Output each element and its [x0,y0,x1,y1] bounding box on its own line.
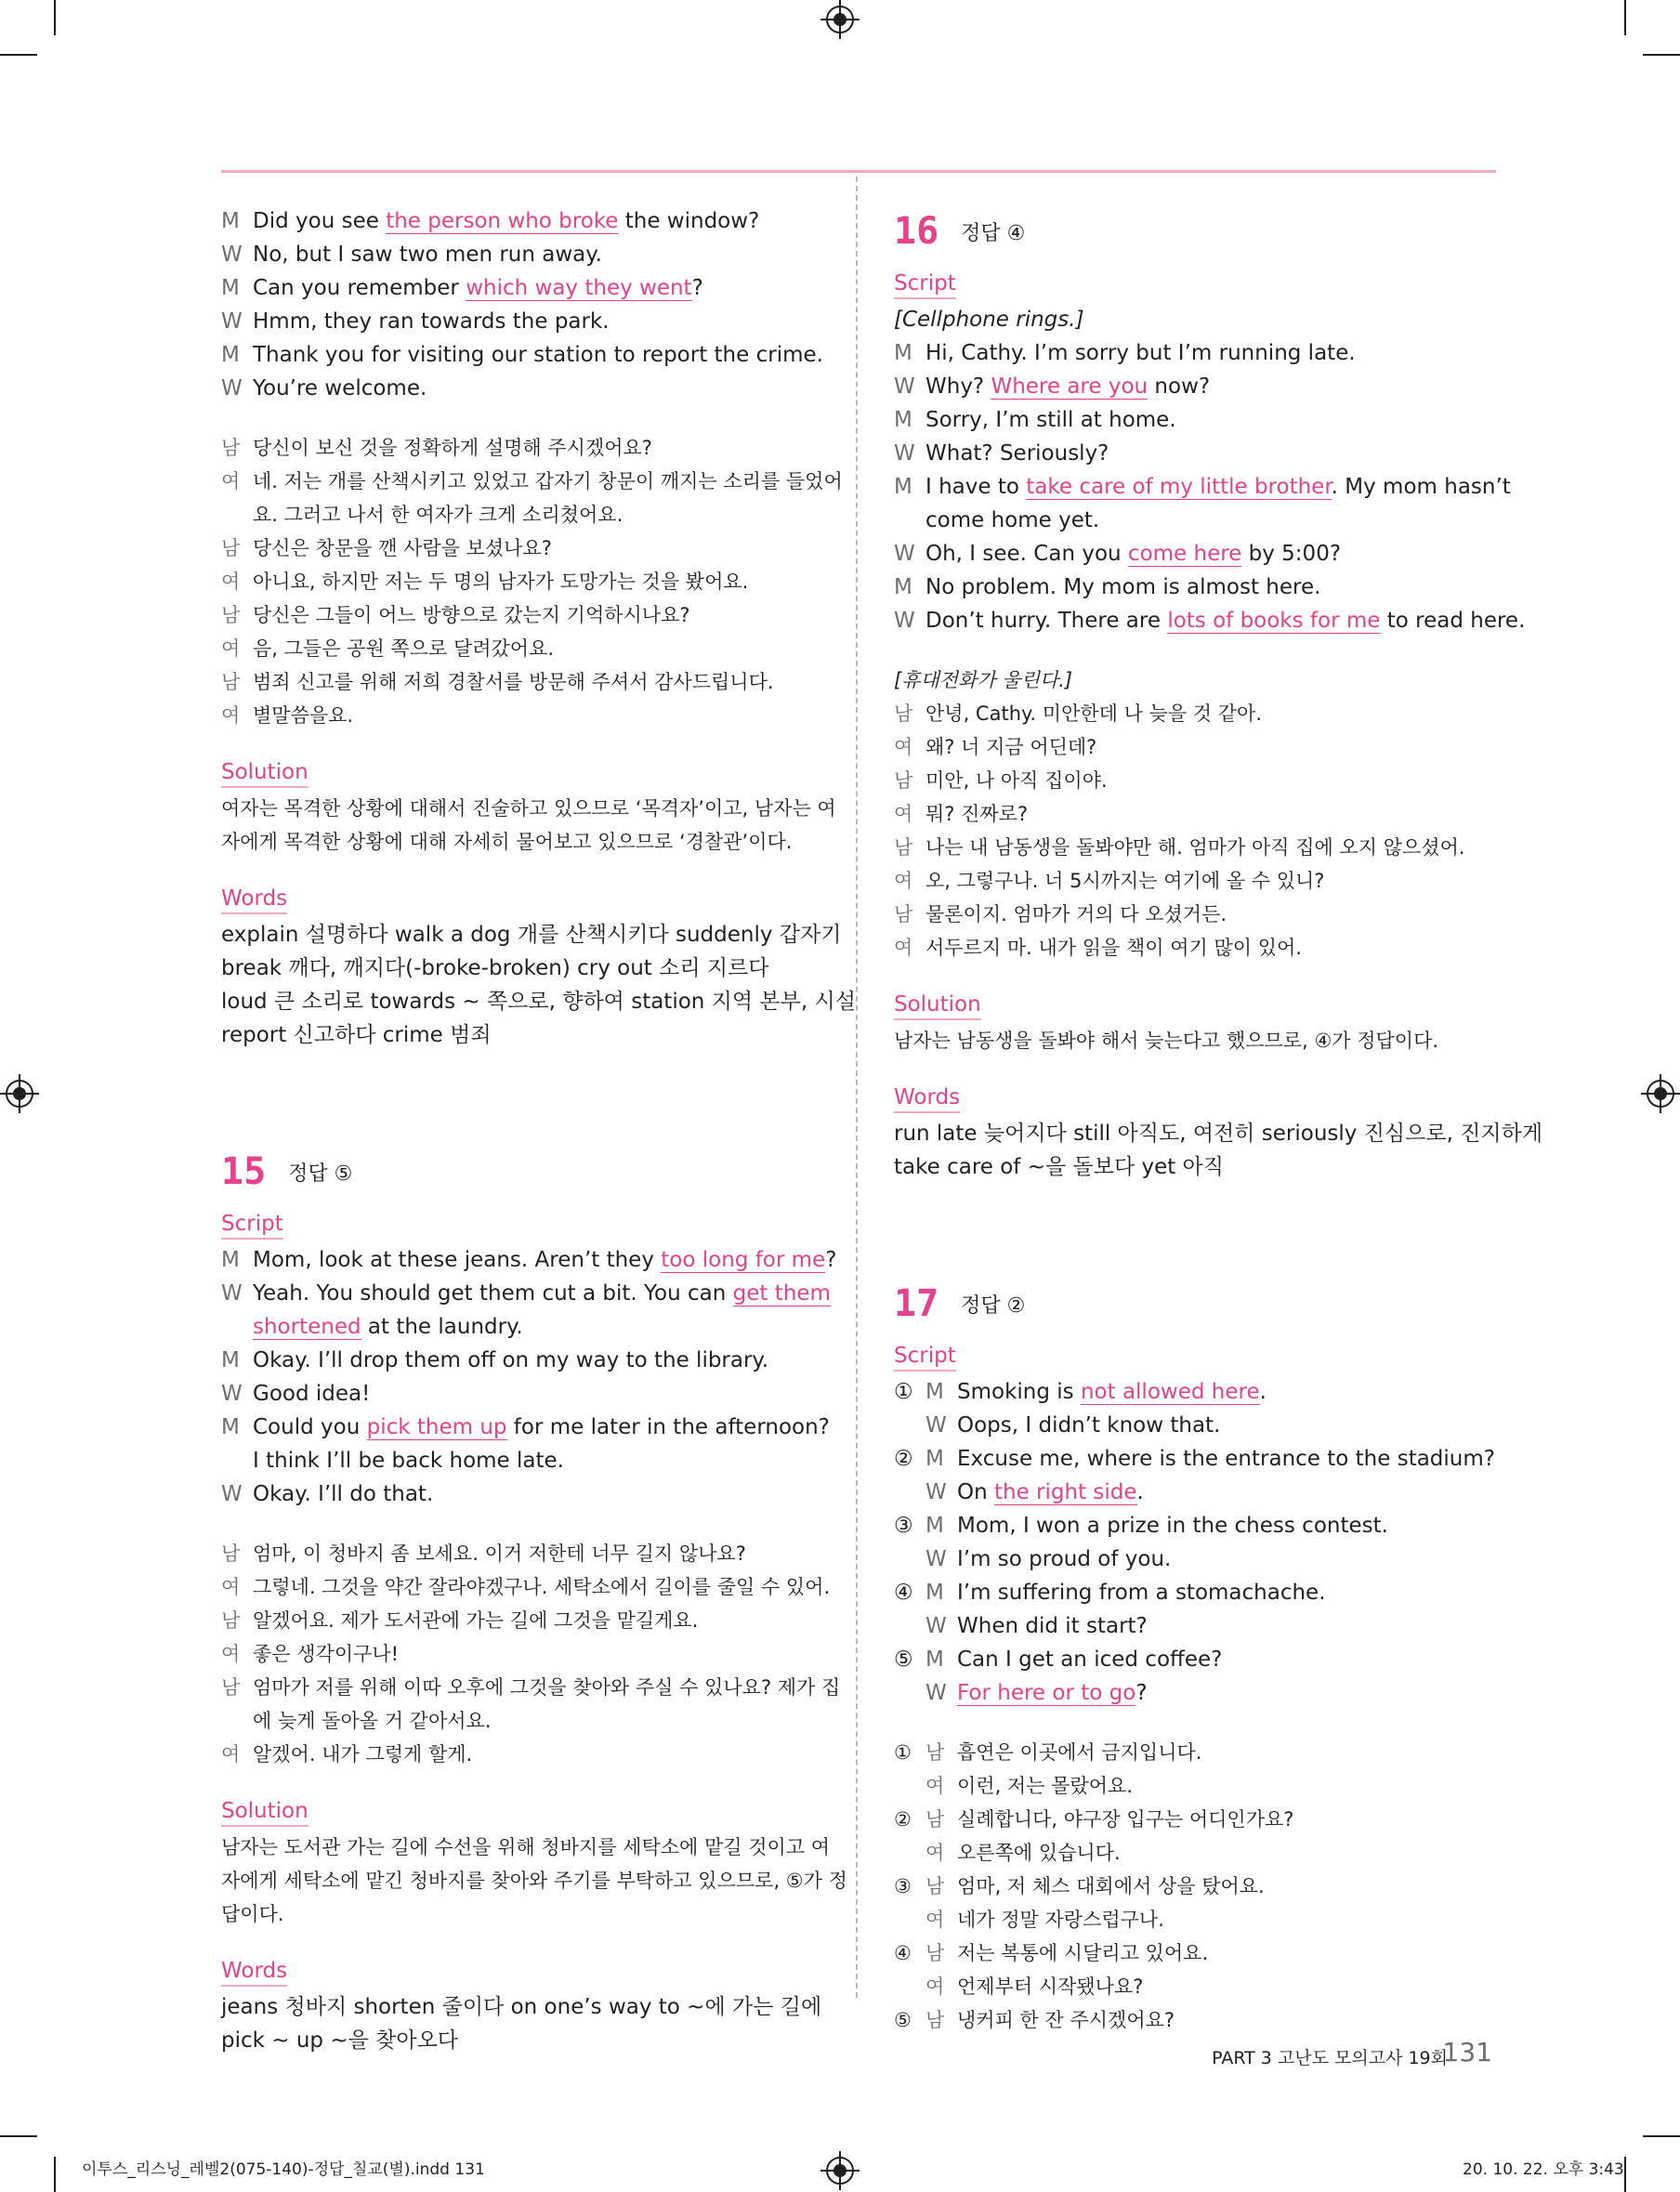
blank-answer: the person who broke [386,209,619,233]
text-segment: Yeah. You should get them cut a bit. You can [253,1281,733,1306]
option-number: ③ [894,1514,913,1538]
blank-answer: the right side [994,1480,1137,1504]
speaker-label: 여 [894,937,913,959]
translation-text: 이런, 저는 몰랐어요. [957,1775,1133,1797]
speaker-label: W [925,1547,947,1571]
text-segment: Don’t hurry. There are [925,609,1168,633]
blank-answer: shortened [253,1315,361,1339]
text-segment: I think I’ll be back home late. [253,1449,564,1473]
translation-line [221,632,825,665]
text-segment: On [957,1480,994,1504]
speaker-label: 여 [221,637,241,660]
option-line [894,1476,1498,1509]
translation-line [221,1671,841,1704]
dialogue-line [221,1243,837,1277]
blank-answer: take care of my little brother [1026,475,1332,499]
translation-line [894,1903,1498,1936]
speaker-label: 남 [221,437,241,459]
speaker-label: W [221,243,243,267]
translation-line [221,565,825,598]
speaker-label: W [221,1482,243,1506]
script-heading: Script [894,1342,956,1372]
text-segment: Could you [253,1415,367,1439]
blank-answer: not allowed here [1080,1380,1260,1404]
translation-text: 그렇네. 그것을 약간 잘라야겠구나. 세탁소에서 길이를 줄일 수 있어. [253,1576,831,1598]
speaker-label: W [925,1413,947,1437]
dialogue-line [894,604,1526,637]
words-q14 [221,918,856,1052]
blank-answer: Where are you [991,374,1148,399]
translation-line [221,699,825,732]
translation-text: 당신은 그들이 어느 방향으로 갔는지 기억하시나요? [253,604,690,626]
translation-text: 당신이 보신 것을 정확하게 설명해 주시겠어요? [253,437,652,459]
speaker-label: 여 [221,470,241,492]
text-segment: come home yet. [925,508,1100,532]
option-line [894,1643,1498,1676]
option-number: ④ [894,1581,913,1605]
scene-direction-korean: [휴대전화가 울린다.] [894,669,1073,691]
dialogue-line [221,1277,831,1310]
dialogue-line [221,1377,825,1411]
translation-line [894,797,1498,831]
text-line: take care of ~을 돌보다 yet 아직 [894,1155,1224,1179]
solution-heading: Solution [894,991,981,1020]
translation-text: 알겠어. 내가 그렇게 할게. [253,1743,473,1765]
text-line: 여자는 목격한 상황에 대해서 진술하고 있으므로 ‘목격자’이고, 남자는 여 [221,797,836,820]
right-column [894,204,1543,2037]
text-line: report 신고하다 crime 범죄 [221,1023,492,1047]
text-segment: for me later in the afternoon? [506,1415,830,1439]
words-q15 [221,1990,825,2057]
registration-mark-bottom-icon [826,2157,854,2185]
text-segment: Sorry, I’m still at home. [925,408,1176,432]
dialogue-q17-korean [894,1736,1498,2037]
words-heading: Words [894,1083,960,1113]
text-segment: ? [691,276,703,300]
dialogue-line [221,1477,825,1511]
speaker-label: M [894,575,912,599]
dialogue-line [221,305,825,338]
answer-label: 정답 ② [961,1293,1026,1318]
dialogue-q16-korean [894,697,1498,965]
speaker-label: 여 [925,1975,945,1998]
translation-text: 네. 저는 개를 산책시키고 있었고 갑자기 창문이 깨지는 소리를 들었어 [253,470,843,492]
dialogue-line [221,338,825,372]
text-line: 남자는 도서관 가는 길에 수선을 위해 청바지를 세탁소에 맡길 것이고 여 [221,1836,831,1858]
blank-answer: too long for me [661,1248,826,1272]
text-segment: Did you see [253,209,387,233]
translation-line [221,465,843,498]
dialogue-line [894,336,1498,370]
speaker-label: W [894,542,915,566]
text-line: pick ~ up ~을 찾아오다 [221,2028,459,2053]
text-segment: When did it start? [957,1614,1148,1638]
text-segment: . [1136,1480,1144,1504]
speaker-label: M [925,1447,944,1471]
translation-line [894,1736,1498,1769]
speaker-label: M [221,1415,240,1439]
speaker-label: W [221,1382,243,1406]
speaker-label: M [894,408,912,432]
translation-line [894,1836,1498,1870]
speaker-label: W [894,609,915,633]
option-number: ① [894,1741,912,1764]
registration-mark-left-icon [6,1080,33,1108]
blank-answer: lots of books for me [1167,609,1381,633]
question-number: 17 [894,1282,939,1325]
speaker-label: W [221,376,243,400]
translation-line [894,1870,1498,1903]
text-line: break 깨다, 깨지다(-broke-broken) cry out 소리 지르다 [221,956,769,980]
option-number: ⑤ [894,1647,913,1672]
slug-timestamp: 20. 10. 22. 오후 3:43 [1463,2160,1624,2179]
speaker-label: M [221,1348,240,1372]
crop-mark-bottom-left-v [54,2157,56,2192]
blank-answer: get them [732,1281,831,1306]
text-segment: . My mom hasn’t [1331,475,1511,499]
dialogue-q14-korean [221,431,843,732]
dialogue-line [894,437,1498,470]
text-line: run late 늦어지다 still 아직도, 여전히 seriously 진심으로, 진지하게 [894,1122,1543,1146]
speaker-label: W [925,1681,947,1705]
words-heading: Words [221,885,287,914]
translation-text: 알겠어요. 제가 도서관에 가는 길에 그것을 맡길게요. [253,1609,699,1632]
text-segment: by 5:00? [1241,542,1342,566]
speaker-label: M [221,1248,240,1272]
option-line [894,1676,1498,1710]
blank-answer: pick them up [366,1415,507,1439]
dialogue-line [221,271,825,305]
answer-label: 정답 ⑤ [288,1162,353,1186]
translation-text: 엄마, 저 체스 대회에서 상을 탔어요. [957,1875,1265,1897]
option-line [894,1542,1498,1576]
text-line: 자에게 세탁소에 맡긴 청바지를 찾아와 주기를 부탁하고 있으므로, ⑤가 정 [221,1870,847,1892]
speaker-label: 남 [925,1875,945,1897]
option-number: ⑤ [894,2009,912,2031]
text-segment: Oh, I see. Can you [925,542,1128,566]
solution-q15 [221,1831,847,1931]
text-segment: Mom, I won a prize in the chess contest. [957,1514,1388,1538]
dialogue-line [221,372,825,405]
solution-q16 [894,1024,1498,1057]
translation-line [894,2003,1498,2037]
blank-answer: For here or to go [957,1681,1136,1705]
speaker-label: 남 [221,1676,241,1699]
page-number: 131 [1442,2037,1492,2067]
translation-line [894,1803,1498,1836]
translation-text: 범죄 신고를 위해 저희 경찰서를 방문해 주셔서 감사드립니다. [253,671,774,693]
solution-heading: Solution [221,758,308,788]
translation-text: 당신은 창문을 깬 사람을 보셨나요? [253,537,552,559]
translation-text: 왜? 너 지금 어딘데? [925,736,1097,758]
translation-line [221,532,825,565]
slug-file-info: 이투스_리스닝_레벨2(075-140)-정답_칠교(별).indd 131 [82,2160,485,2179]
translation-line [221,598,825,632]
speaker-label: 여 [894,870,913,892]
dialogue-line [894,403,1498,437]
text-segment: No, but I saw two men run away. [253,243,602,267]
speaker-label: 여 [221,1576,241,1598]
text-line: 자에게 목격한 상황에 대해 자세히 물어보고 있으므로 ‘경찰관’이다. [221,831,793,853]
speaker-label: W [894,374,915,399]
speaker-label: 남 [925,2009,945,2031]
option-line [894,1609,1498,1643]
option-number: ③ [894,1875,912,1897]
translation-text: 냉커피 한 잔 주시겠어요? [957,2009,1175,2031]
speaker-label: 여 [925,1909,945,1931]
left-column [221,204,856,2057]
column-divider [856,177,858,1998]
question-17-header [894,1277,1498,1331]
text-segment: the window? [618,209,760,233]
text-segment: Okay. I’ll do that. [253,1482,434,1506]
text-segment: ? [1135,1681,1148,1705]
crop-mark-top-right-v [1624,0,1626,35]
text-segment: at the laundry. [361,1315,523,1339]
text-segment: No problem. My mom is almost here. [925,575,1321,599]
dialogue-line [221,1310,825,1344]
text-segment: Good idea! [253,1382,371,1406]
translation-text: 오른쪽에 있습니다. [957,1842,1121,1864]
registration-mark-right-icon [1647,1080,1674,1108]
translation-text: 아니요, 하지만 저는 두 명의 남자가 도망가는 것을 봤어요. [253,571,749,593]
speaker-label: 여 [221,704,241,727]
dialogue-line [221,238,825,271]
words-heading: Words [221,1957,287,1987]
translation-text: 뭐? 진짜로? [925,803,1029,825]
dialogue-q14-english [221,204,825,405]
translation-line [894,730,1498,764]
speaker-label: 남 [221,604,241,626]
speaker-label: M [894,475,912,499]
speaker-label: W [221,309,243,334]
text-segment: I have to [925,475,1027,499]
question-number: 15 [221,1150,267,1193]
speaker-label: 남 [894,836,913,859]
option-line [894,1442,1498,1476]
question-16-header [894,204,1498,258]
translation-line [894,831,1498,864]
question-15-header [221,1145,825,1199]
speaker-label: 남 [894,769,913,792]
translation-text: 별말씀을요. [253,704,354,727]
option-number: ② [894,1447,913,1471]
speaker-label: W [925,1480,947,1504]
translation-line [894,764,1498,797]
answer-label: 정답 ④ [961,221,1026,245]
translation-line [894,898,1498,931]
dialogue-line [894,470,1511,504]
translation-line [894,1970,1498,2003]
translation-line [894,931,1498,965]
text-segment: You’re welcome. [253,376,427,400]
registration-mark-top-icon [826,6,854,33]
speaker-label: M [925,1514,944,1538]
option-number: ④ [894,1942,912,1964]
words-q16 [894,1117,1543,1184]
translation-text: 네가 정말 자랑스럽구나. [957,1909,1164,1931]
speaker-label: 남 [221,671,241,693]
speaker-label: M [221,343,240,367]
speaker-label: 여 [894,803,913,825]
translation-line [221,1738,825,1771]
text-segment: Thank you for visiting our station to report the crime. [253,343,823,367]
speaker-label: 남 [925,1942,945,1964]
option-line [894,1409,1498,1442]
translation-text: 요. 그러고 나서 한 여자가 크게 소리쳤어요. [253,504,623,526]
dialogue-q15-english [221,1243,837,1511]
speaker-label: 남 [221,1542,241,1565]
speaker-label: W [221,1281,243,1306]
text-segment: Smoking is [957,1380,1081,1404]
translation-line [221,498,825,532]
text-line: 남자는 남동생을 돌봐야 해서 늦는다고 했으므로, ④가 정답이다. [894,1030,1439,1052]
text-segment: Excuse me, where is the entrance to the stadium? [957,1447,1495,1471]
crop-mark-bottom-right-h [1643,2135,1680,2137]
header-rule [221,170,1496,173]
dialogue-line [894,504,1498,537]
option-line [894,1509,1498,1542]
translation-text: 좋은 생각이구나! [253,1643,400,1665]
speaker-label: M [925,1581,944,1605]
translation-text: 서두르지 마. 내가 읽을 책이 여기 많이 있어. [925,937,1302,959]
text-line: 답이다. [221,1903,284,1925]
text-segment: What? Seriously? [925,441,1109,466]
dialogue-q16-english [894,336,1526,637]
solution-q14 [221,792,836,859]
speaker-label: 여 [894,736,913,758]
dialogue-q17-english [894,1375,1498,1710]
dialogue-line [221,1444,825,1477]
speaker-label: W [894,441,915,466]
solution-heading: Solution [221,1797,308,1827]
crop-mark-top-left-v [54,0,56,35]
speaker-label: M [925,1647,944,1672]
text-segment: Can you remember [253,276,466,300]
option-number: ② [894,1808,912,1831]
speaker-label: 남 [894,903,913,925]
speaker-label: 여 [221,1643,241,1665]
speaker-label: 여 [221,1743,241,1765]
translation-text: 에 늦게 돌아올 거 같아서요. [253,1710,492,1732]
option-number: ① [894,1380,913,1404]
crop-mark-bottom-left-h [0,2135,37,2137]
crop-mark-top-left-h [0,54,37,56]
translation-text: 엄마가 저를 위해 이따 오후에 그것을 찾아와 주실 수 있나요? 제가 집 [253,1676,841,1699]
translation-line [894,1769,1498,1803]
script-heading: Script [894,269,956,299]
translation-text: 엄마, 이 청바지 좀 보세요. 이거 저한테 너무 길지 않나요? [253,1542,746,1565]
translation-text: 음, 그들은 공원 쪽으로 달려갔어요. [253,637,555,660]
speaker-label: 여 [925,1842,945,1864]
translation-text: 흡연은 이곳에서 금지입니다. [957,1741,1202,1764]
translation-line [221,1704,825,1738]
text-line: explain 설명하다 walk a dog 개를 산책시키다 suddenly 갑자기 [221,923,842,947]
text-segment: Mom, look at these jeans. Aren’t they [253,1248,662,1272]
speaker-label: M [925,1380,944,1404]
translation-text: 오, 그렇구나. 너 5시까지는 여기에 올 수 있니? [925,870,1325,892]
speaker-label: 남 [221,1609,241,1632]
scene-direction: [Cellphone rings.] [894,308,1084,332]
text-segment: ? [825,1248,837,1272]
dialogue-line [894,370,1498,403]
translation-text: 나는 내 남동생을 돌봐야만 해. 엄마가 아직 집에 오지 않으셨어. [925,836,1465,859]
speaker-label: M [894,341,912,365]
speaker-label: 남 [925,1741,945,1764]
speaker-label: W [925,1614,947,1638]
footer-part-label: PART 3 고난도 모의고사 19회 [1212,2048,1448,2068]
translation-text: 실례합니다, 야구장 입구는 어디인가요? [957,1808,1294,1831]
speaker-label: 남 [221,537,241,559]
question-number: 16 [894,210,939,253]
dialogue-line [894,571,1498,604]
option-line [894,1576,1498,1609]
dialogue-line [894,537,1498,571]
translation-line [221,1604,825,1637]
translation-text: 미안, 나 아직 집이야. [925,769,1108,792]
text-segment: Hmm, they ran towards the park. [253,309,610,334]
translation-line [221,1537,825,1570]
dialogue-line [221,1344,825,1377]
translation-line [221,431,825,465]
text-segment: now? [1148,374,1211,399]
text-line: jeans 청바지 shorten 줄이다 on one’s way to ~에 가는 길에 [221,1995,822,2019]
dialogue-line [221,1411,830,1444]
translation-text: 안녕, Cathy. 미안한데 나 늦을 것 같아. [925,702,1263,725]
translation-line [894,864,1498,898]
text-segment: Okay. I’ll drop them off on my way to the library. [253,1348,769,1372]
text-segment: I’m so proud of you. [957,1547,1172,1571]
dialogue-line [221,204,825,238]
speaker-label: M [221,209,240,233]
translation-line [221,1570,831,1604]
text-segment: I’m suffering from a stomachache. [957,1581,1326,1605]
speaker-label: 남 [925,1808,945,1831]
crop-mark-top-right-h [1643,54,1680,56]
dialogue-q15-korean [221,1537,841,1771]
text-segment: to read here. [1380,609,1526,633]
translation-text: 언제부터 시작됐나요? [957,1975,1144,1998]
blank-answer: which way they went [466,276,692,300]
speaker-label: 여 [925,1775,945,1797]
text-segment: Oops, I didn’t know that. [957,1413,1221,1437]
speaker-label: 여 [221,571,241,593]
translation-line [221,1637,825,1671]
speaker-label: M [221,276,240,300]
translation-text: 물론이지. 엄마가 거의 다 오셨거든. [925,903,1227,925]
text-segment: Can I get an iced coffee? [957,1647,1223,1672]
translation-line [894,1936,1498,1970]
speaker-label: 남 [894,702,913,725]
crop-mark-bottom-right-v [1624,2157,1626,2192]
translation-line [894,697,1498,730]
text-segment: . [1259,1380,1267,1404]
text-segment: Hi, Cathy. I’m sorry but I’m running late. [925,341,1356,365]
blank-answer: come here [1127,542,1242,566]
script-heading: Script [221,1210,283,1240]
translation-text: 저는 복통에 시달리고 있어요. [957,1942,1209,1964]
text-line: loud 큰 소리로 towards ~ 쪽으로, 향하여 station 지역 본부, 시설 [221,990,856,1014]
text-segment: Why? [925,374,991,399]
translation-line [221,665,825,699]
option-line [894,1375,1498,1409]
